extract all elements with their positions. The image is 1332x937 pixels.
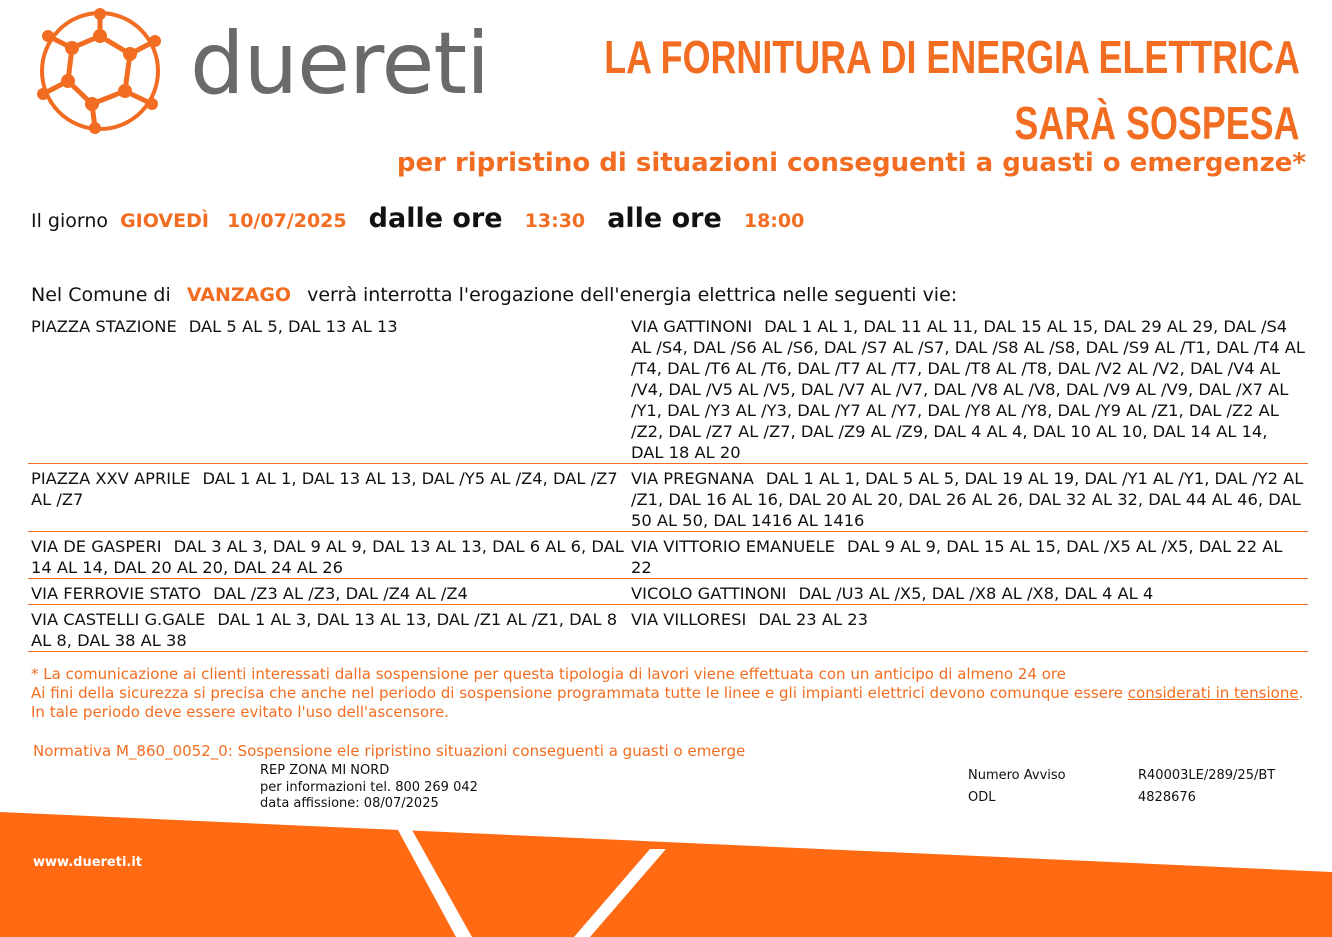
day-prefix: Il giorno: [31, 210, 109, 232]
street-detail: DAL 1 AL 1, DAL 5 AL 5, DAL 19 AL 19, DAL /Y1 AL /Y1, DAL /Y2 AL /Z1, DAL 16 AL 16, DAL 20 AL 20, DAL 26 AL 26, DAL 32 AL 32, DAL 44 AL 46, DAL 50 AL 50, DAL 1416 AL 1416: [631, 469, 1304, 530]
to-label: alle ore: [607, 203, 722, 234]
note-communication: * La comunicazione ai clienti interessati dalla sospensione per questa tipologia di lavori viene effettuata con un anticipo di almeno 24 ore: [31, 665, 1066, 683]
street-detail: DAL /U3 AL /X5, DAL /X8 AL /X8, DAL 4 AL 4: [798, 584, 1154, 603]
note-safety-emphasis: considerati in tensione: [1127, 684, 1299, 702]
street-cell: [28, 468, 628, 531]
street-detail: DAL 3 AL 3, DAL 9 AL 9, DAL 13 AL 13, DAL 6 AL 6, DAL 14 AL 14, DAL 20 AL 20, DAL 24 AL 26: [31, 537, 624, 577]
street-cell: [628, 468, 1308, 531]
note-safety: [31, 684, 1311, 703]
street-detail: DAL 1 AL 1, DAL 11 AL 11, DAL 15 AL 15, DAL 29 AL 29, DAL /S4 AL /S4, DAL /S6 AL /S6, DAL /S7 AL /S7, DAL /S8 AL /S8, DAL /S9 AL /T1, DAL /T4 AL /T4, DAL /T6 AL /T6, DAL /T7 AL /T7, DAL /T8 AL /T8, DAL /V2 AL /V2, DAL /V4 AL /V4, DAL /V5 AL /V5, DAL /V7 AL /V7, DAL /V8 AL /V8, DAL /V9 AL /V9, DAL /X7 AL /Y1, DAL /Y3 AL /Y3, DAL /Y7 AL /Y7, DAL /Y8 AL /Y8, DAL /Y9 AL /Z1, DAL /Z2 AL /Z2, DAL /Z7 AL /Z7, DAL /Z9 AL /Z9, DAL 4 AL 4, DAL 10 AL 10, DAL 14 AL 14, DAL 18 AL 20: [631, 317, 1305, 462]
rep-info: [260, 763, 478, 813]
to-time: 18:00: [743, 210, 805, 232]
street-name: VIA VILLORESI: [631, 610, 747, 629]
street-detail: DAL 23 AL 23: [758, 610, 868, 629]
from-label: dalle ore: [368, 203, 503, 234]
comune-prefix: Nel Comune di: [31, 284, 171, 306]
comune-name: VANZAGO: [186, 284, 292, 306]
numero-avviso-value: R40003LE/289/25/BT: [1138, 768, 1276, 783]
rep-affissione: data affissione: 08/07/2025: [260, 796, 439, 811]
footer-band: [0, 812, 1332, 937]
street-cell: [28, 316, 628, 463]
brand-name: duereti: [190, 14, 489, 114]
street-name: VIA DE GASPERI: [31, 537, 162, 556]
table-row: [28, 579, 1308, 605]
street-name: VIA PREGNANA: [631, 469, 754, 488]
odl-value: 4828676: [1138, 790, 1196, 805]
table-row: [28, 316, 1308, 464]
table-row: [28, 532, 1308, 579]
notes: [31, 665, 1311, 722]
street-name: PIAZZA XXV APRILE: [31, 469, 191, 488]
street-cell: [28, 609, 628, 651]
subtitle: per ripristino di situazioni conseguenti a guasti o emergenze*: [396, 148, 1306, 178]
from-time: 13:30: [524, 210, 586, 232]
rep-phone: per informazioni tel. 800 269 042: [260, 779, 478, 795]
schedule-line: [31, 203, 810, 234]
streets-table: [28, 316, 1308, 652]
street-cell: [28, 536, 628, 578]
street-detail: DAL 1 AL 3, DAL 13 AL 13, DAL /Z1 AL /Z1, DAL 8 AL 8, DAL 38 AL 38: [31, 610, 618, 650]
comune-line: [31, 284, 957, 306]
rep-zona: REP ZONA MI NORD: [260, 763, 390, 778]
street-name: VIA VITTORIO EMANUELE: [631, 537, 835, 556]
table-row: [28, 605, 1308, 652]
street-name: PIAZZA STAZIONE: [31, 317, 177, 336]
street-detail: DAL 1 AL 1, DAL 13 AL 13, DAL /Y5 AL /Z4, DAL /Z7 AL /Z7: [31, 469, 618, 509]
street-name: VIA CASTELLI G.GALE: [31, 610, 206, 629]
street-cell: [628, 536, 1308, 578]
avviso-info: [968, 765, 1275, 809]
street-name: VIA GATTINONI: [631, 317, 753, 336]
street-detail: DAL 9 AL 9, DAL 15 AL 15, DAL /X5 AL /X5, DAL 22 AL 22: [631, 537, 1283, 577]
footer-url[interactable]: www.duereti.it: [33, 855, 143, 870]
weekday: GIOVEDÌ: [120, 210, 209, 232]
street-cell: [628, 583, 1308, 604]
headline-line2: SARÀ SOSPESA: [1014, 97, 1300, 149]
normativa: Normativa M_860_0052_0: Sospensione ele ripristino situazioni conseguenti a guasti o emerge: [33, 742, 746, 760]
odl-label: ODL: [968, 790, 996, 805]
note-safety-end: .: [1298, 684, 1304, 702]
street-name: VIA FERROVIE STATO: [31, 584, 202, 603]
street-detail: DAL 5 AL 5, DAL 13 AL 13: [188, 317, 398, 336]
street-cell: [628, 316, 1308, 463]
molecule-network-logo-icon: [30, 6, 170, 136]
date: 10/07/2025: [226, 210, 347, 232]
numero-avviso-label: Numero Avviso: [968, 768, 1066, 783]
street-cell: [628, 609, 1308, 651]
note-safety-text: Ai fini della sicurezza si precisa che anche nel periodo di sospensione programmata tutte le linee e gli impianti elettrici devono comunque essere: [31, 684, 1128, 702]
table-row: [28, 464, 1308, 532]
headline-line1: LA FORNITURA DI ENERGIA ELETTRICA: [604, 31, 1300, 83]
comune-suffix: verrà interrotta l'erogazione dell'energia elettrica nelle seguenti vie:: [307, 284, 958, 306]
street-name: VICOLO GATTINONI: [631, 584, 787, 603]
street-cell: [28, 583, 628, 604]
street-detail: DAL /Z3 AL /Z3, DAL /Z4 AL /Z4: [213, 584, 468, 603]
note-elevator: In tale periodo deve essere evitato l'uso dell'ascensore.: [31, 703, 449, 721]
